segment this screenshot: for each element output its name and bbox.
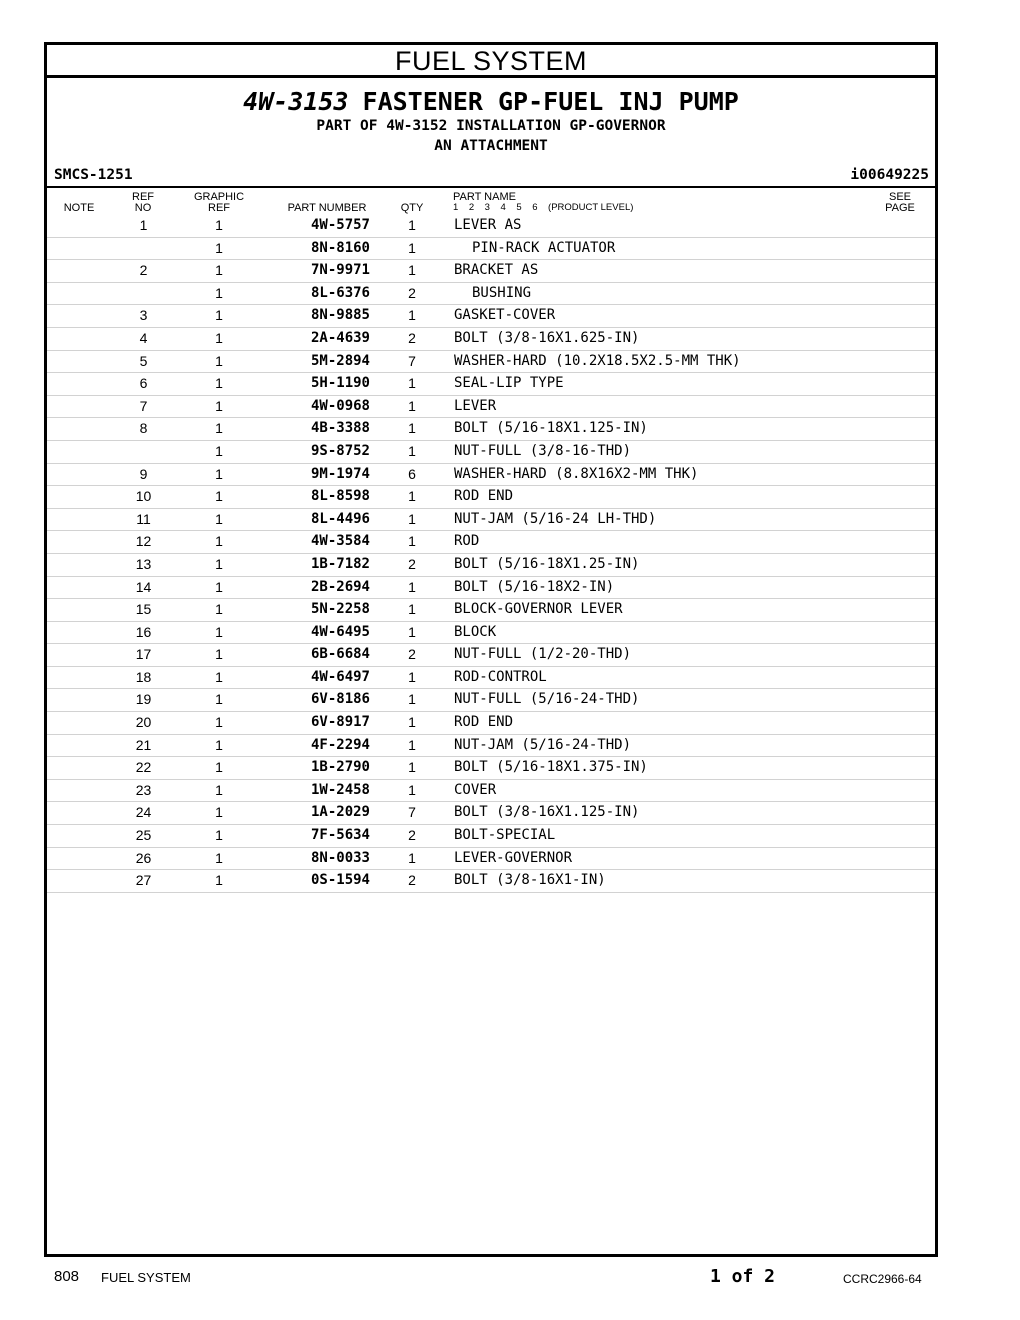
graphic-ref: 1: [215, 239, 223, 256]
table-row: [47, 328, 935, 351]
quantity: 1: [408, 601, 416, 618]
part-number: 1B-2790: [310, 759, 370, 776]
part-number: 4W-3584: [310, 533, 370, 550]
table-row: [47, 689, 935, 712]
part-name: BOLT (5/16-18X1.25-IN): [454, 555, 640, 572]
graphic-ref: 1: [215, 307, 223, 324]
ref-no: 20: [135, 714, 152, 731]
table-row: [47, 735, 935, 758]
graphic-ref: 1: [215, 759, 223, 776]
part-number: 4W-6495: [310, 623, 370, 640]
ref-no: 9: [139, 465, 148, 482]
attachment-line: AN ATTACHMENT: [434, 138, 548, 154]
table-row: [47, 396, 935, 419]
table-row: [47, 554, 935, 577]
graphic-ref: 1: [215, 668, 223, 685]
ref-no: 4: [139, 329, 148, 346]
quantity: 2: [408, 329, 416, 346]
header-rule: [47, 186, 935, 188]
part-of-line: PART OF 4W-3152 INSTALLATION GP-GOVERNOR: [316, 118, 666, 134]
ref-no: 1: [139, 217, 148, 233]
table-row: [47, 464, 935, 487]
part-name: BOLT (5/16-18X1.375-IN): [454, 759, 648, 776]
quantity: 1: [408, 781, 416, 798]
table-row: [47, 531, 935, 554]
quantity: 2: [408, 872, 416, 889]
graphic-ref: 1: [215, 827, 223, 844]
quantity: 1: [408, 510, 416, 527]
ref-no: 10: [135, 488, 152, 505]
part-number: 9M-1974: [310, 465, 370, 482]
part-name: WASHER-HARD (10.2X18.5X2.5-MM THK): [454, 352, 741, 369]
part-name: ROD END: [454, 488, 514, 505]
quantity: 7: [408, 804, 416, 821]
ref-no: 24: [135, 804, 152, 821]
graphic-ref: 1: [215, 420, 223, 437]
ref-no: 22: [135, 759, 152, 776]
part-number: 5H-1190: [310, 375, 370, 392]
ref-no: 8: [139, 420, 148, 437]
col-ref-top: REF: [132, 191, 154, 203]
ref-no: 5: [139, 352, 148, 369]
table-row: [47, 870, 935, 893]
ref-no: 13: [135, 555, 152, 572]
graphic-ref: 1: [215, 714, 223, 731]
part-name: NUT-FULL (3/8-16-THD): [454, 442, 632, 459]
col-see-bottom: PAGE: [885, 202, 915, 214]
part-number: 4F-2294: [310, 736, 370, 753]
ref-no: 7: [139, 397, 148, 414]
part-name: WASHER-HARD (8.8X16X2-MM THK): [454, 465, 699, 482]
table-row: [47, 486, 935, 509]
quantity: 2: [408, 555, 416, 572]
part-name: ROD-CONTROL: [454, 668, 547, 685]
table-row: [47, 260, 935, 283]
part-name: NUT-FULL (5/16-24-THD): [454, 691, 640, 708]
part-number: 8L-6376: [310, 284, 370, 301]
quantity: 1: [408, 397, 416, 414]
part-number: 5M-2894: [310, 352, 370, 369]
graphic-ref: 1: [215, 329, 223, 346]
table-row: [47, 283, 935, 306]
table-row: [47, 215, 935, 238]
graphic-ref: 1: [215, 488, 223, 505]
part-name: BUSHING: [472, 284, 532, 301]
footer-section: FUEL SYSTEM: [101, 1270, 191, 1285]
ref-no: 16: [135, 623, 152, 640]
quantity: 1: [408, 307, 416, 324]
part-number: 6V-8917: [310, 714, 370, 731]
col-part-name: PART NAME: [453, 191, 516, 203]
part-name: ROD: [454, 533, 480, 550]
graphic-ref: 1: [215, 736, 223, 753]
part-number: 4B-3388: [310, 420, 370, 437]
quantity: 1: [408, 623, 416, 640]
part-number: 4W-5757: [310, 217, 370, 233]
part-name: PIN-RACK ACTUATOR: [472, 239, 616, 256]
part-number: 9S-8752: [310, 442, 370, 459]
ref-no: 21: [135, 736, 152, 753]
ref-no: 27: [135, 872, 152, 889]
section-title: FUEL SYSTEM: [47, 45, 935, 78]
part-number: 4W-6497: [310, 668, 370, 685]
graphic-ref: 1: [215, 465, 223, 482]
group-name: FASTENER GP-FUEL INJ PUMP: [362, 87, 739, 116]
graphic-ref: 1: [215, 872, 223, 889]
ref-no: 15: [135, 601, 152, 618]
graphic-ref: 1: [215, 262, 223, 279]
graphic-ref: 1: [215, 217, 223, 233]
part-number: 5N-2258: [310, 601, 370, 618]
quantity: 7: [408, 352, 416, 369]
part-name: BOLT (5/16-18X1.125-IN): [454, 420, 648, 437]
col-ref-bottom: NO: [134, 202, 152, 214]
col-see-top: SEE: [888, 191, 911, 203]
quantity: 2: [408, 646, 416, 663]
quantity: 1: [408, 759, 416, 776]
part-name: NUT-FULL (1/2-20-THD): [454, 646, 632, 663]
table-row: [47, 509, 935, 532]
graphic-ref: 1: [215, 284, 223, 301]
ref-no: 25: [135, 827, 152, 844]
graphic-ref: 1: [215, 849, 223, 866]
quantity: 2: [408, 284, 416, 301]
part-name: ROD END: [454, 714, 514, 731]
ref-no: 14: [135, 578, 152, 595]
ref-no: 11: [136, 510, 151, 527]
ref-no: 23: [135, 781, 152, 798]
part-number: 2A-4639: [310, 329, 370, 346]
footer-page-number: 808: [54, 1268, 80, 1285]
part-number: 7N-9971: [310, 262, 370, 279]
group-title: [47, 87, 935, 116]
quantity: 1: [408, 262, 416, 279]
quantity: 1: [408, 217, 416, 233]
part-number: 4W-0968: [310, 397, 370, 414]
part-number: 7F-5634: [310, 827, 370, 844]
quantity: 1: [408, 714, 416, 731]
table-row: [47, 802, 935, 825]
quantity: 1: [408, 442, 416, 459]
graphic-ref: 1: [215, 510, 223, 527]
ref-no: 6: [139, 375, 148, 392]
quantity: 1: [408, 849, 416, 866]
quantity: 1: [408, 375, 416, 392]
table-row: [47, 622, 935, 645]
table-row: [47, 351, 935, 374]
col-note: NOTE: [63, 202, 95, 214]
part-number: 8N-8160: [310, 239, 370, 256]
graphic-ref: 1: [215, 375, 223, 392]
ref-no: 12: [135, 533, 152, 550]
graphic-ref: 1: [215, 781, 223, 798]
part-name: BOLT (5/16-18X2-IN): [454, 578, 615, 595]
graphic-ref: 1: [215, 555, 223, 572]
ref-no: 26: [135, 849, 152, 866]
part-number: 8L-8598: [310, 488, 370, 505]
col-product-levels: 1 2 3 4 5 6 (PRODUCT LEVEL): [453, 202, 634, 213]
part-number: 0S-1594: [310, 872, 370, 889]
illustration-id: i00649225: [850, 167, 929, 183]
footer-page-of: 1 of 2: [710, 1266, 776, 1287]
table-row: [47, 577, 935, 600]
quantity: 6: [408, 465, 416, 482]
quantity: 1: [408, 488, 416, 505]
table-row: [47, 712, 935, 735]
graphic-ref: 1: [215, 533, 223, 550]
part-name: BOLT (3/8-16X1.125-IN): [454, 804, 640, 821]
table-row: [47, 848, 935, 871]
quantity: 2: [408, 827, 416, 844]
part-number: 6V-8186: [310, 691, 370, 708]
part-number: 2B-2694: [310, 578, 370, 595]
ref-no: 17: [135, 646, 152, 663]
table-row: [47, 757, 935, 780]
group-number: 4W-3153: [243, 87, 349, 116]
part-number: 1A-2029: [310, 804, 370, 821]
part-name: BRACKET AS: [454, 262, 539, 279]
part-name: NUT-JAM (5/16-24 LH-THD): [454, 510, 657, 527]
part-number: 1W-2458: [310, 781, 370, 798]
table-row: [47, 644, 935, 667]
part-number: 8L-4496: [310, 510, 370, 527]
col-graphic-top: GRAPHIC: [193, 191, 245, 203]
table-row: [47, 238, 935, 261]
col-qty: QTY: [400, 202, 424, 214]
ref-no: 3: [139, 307, 148, 324]
part-name: COVER: [454, 781, 497, 798]
graphic-ref: 1: [215, 623, 223, 640]
part-number: 1B-7182: [310, 555, 370, 572]
graphic-ref: 1: [215, 601, 223, 618]
table-row: [47, 373, 935, 396]
graphic-ref: 1: [215, 646, 223, 663]
quantity: 1: [408, 578, 416, 595]
footer-code: CCRC2966-64: [843, 1272, 922, 1286]
table-row: [47, 780, 935, 803]
part-name: BLOCK-GOVERNOR LEVER: [454, 601, 623, 618]
part-name: BOLT-SPECIAL: [454, 827, 556, 844]
graphic-ref: 1: [215, 578, 223, 595]
graphic-ref: 1: [215, 442, 223, 459]
part-name: SEAL-LIP TYPE: [454, 375, 564, 392]
part-name: BLOCK: [454, 623, 497, 640]
smcs-code: SMCS-1251: [54, 167, 133, 183]
part-name: LEVER: [454, 397, 497, 414]
part-number: 6B-6684: [310, 646, 370, 663]
part-name: NUT-JAM (5/16-24-THD): [454, 736, 632, 753]
table-row: [47, 825, 935, 848]
table-row: [47, 667, 935, 690]
quantity: 1: [408, 691, 416, 708]
parts-table: [47, 215, 935, 893]
col-part-number: PART NUMBER: [287, 202, 367, 214]
quantity: 1: [408, 420, 416, 437]
quantity: 1: [408, 736, 416, 753]
page-frame: [44, 42, 938, 1257]
quantity: 1: [408, 533, 416, 550]
ref-no: 19: [135, 691, 152, 708]
graphic-ref: 1: [215, 691, 223, 708]
part-name: LEVER-GOVERNOR: [454, 849, 573, 866]
ref-no: 2: [139, 262, 148, 279]
part-name: BOLT (3/8-16X1.625-IN): [454, 329, 640, 346]
part-name: BOLT (3/8-16X1-IN): [454, 872, 606, 889]
ref-no: 18: [135, 668, 152, 685]
col-graphic-bottom: REF: [208, 202, 230, 214]
graphic-ref: 1: [215, 397, 223, 414]
table-row: [47, 305, 935, 328]
part-number: 8N-9885: [310, 307, 370, 324]
part-name: GASKET-COVER: [454, 307, 556, 324]
table-row: [47, 599, 935, 622]
quantity: 1: [408, 239, 416, 256]
graphic-ref: 1: [215, 804, 223, 821]
table-row: [47, 418, 935, 441]
part-number: 8N-0033: [310, 849, 370, 866]
quantity: 1: [408, 668, 416, 685]
table-row: [47, 441, 935, 464]
graphic-ref: 1: [215, 352, 223, 369]
part-name: LEVER AS: [454, 217, 522, 233]
